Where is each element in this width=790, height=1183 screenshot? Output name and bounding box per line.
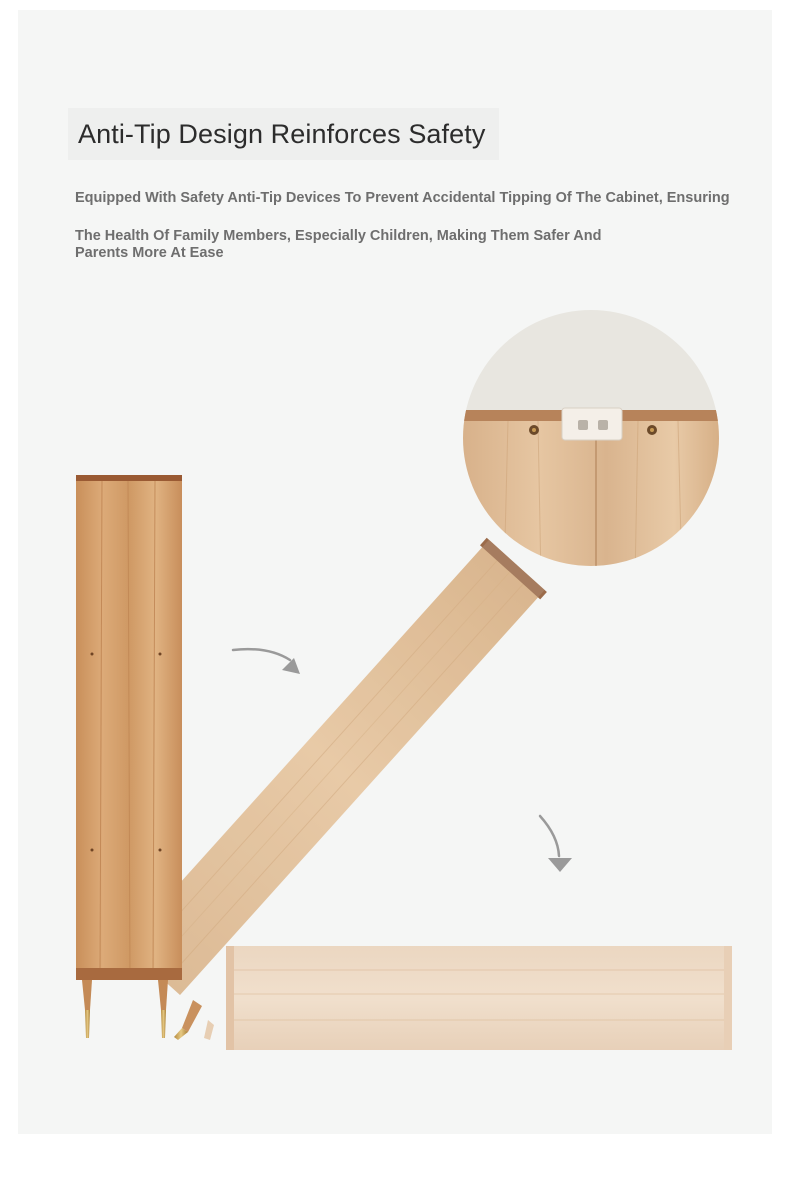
- anti-tip-illustration: [18, 10, 772, 1134]
- page-title: Anti-Tip Design Reinforces Safety: [78, 118, 486, 149]
- tilting-cabinet-legs: [174, 1000, 214, 1040]
- anti-tip-detail-inset: [458, 300, 728, 580]
- description-line-3: Parents More At Ease: [75, 245, 224, 261]
- tip-arrow-1: [233, 649, 300, 674]
- tilting-cabinet: [122, 538, 547, 997]
- description-line-1: Equipped With Safety Anti-Tip Devices To Prevent Accidental Tipping Of The Cabinet, Ensuring: [75, 190, 730, 206]
- upright-cabinet: [76, 475, 182, 1038]
- fallen-cabinet: [226, 946, 732, 1050]
- content-panel: [18, 10, 772, 1134]
- tip-arrow-2: [540, 816, 572, 872]
- description-line-2: The Health Of Family Members, Especially Children, Making Them Safer And: [75, 228, 602, 244]
